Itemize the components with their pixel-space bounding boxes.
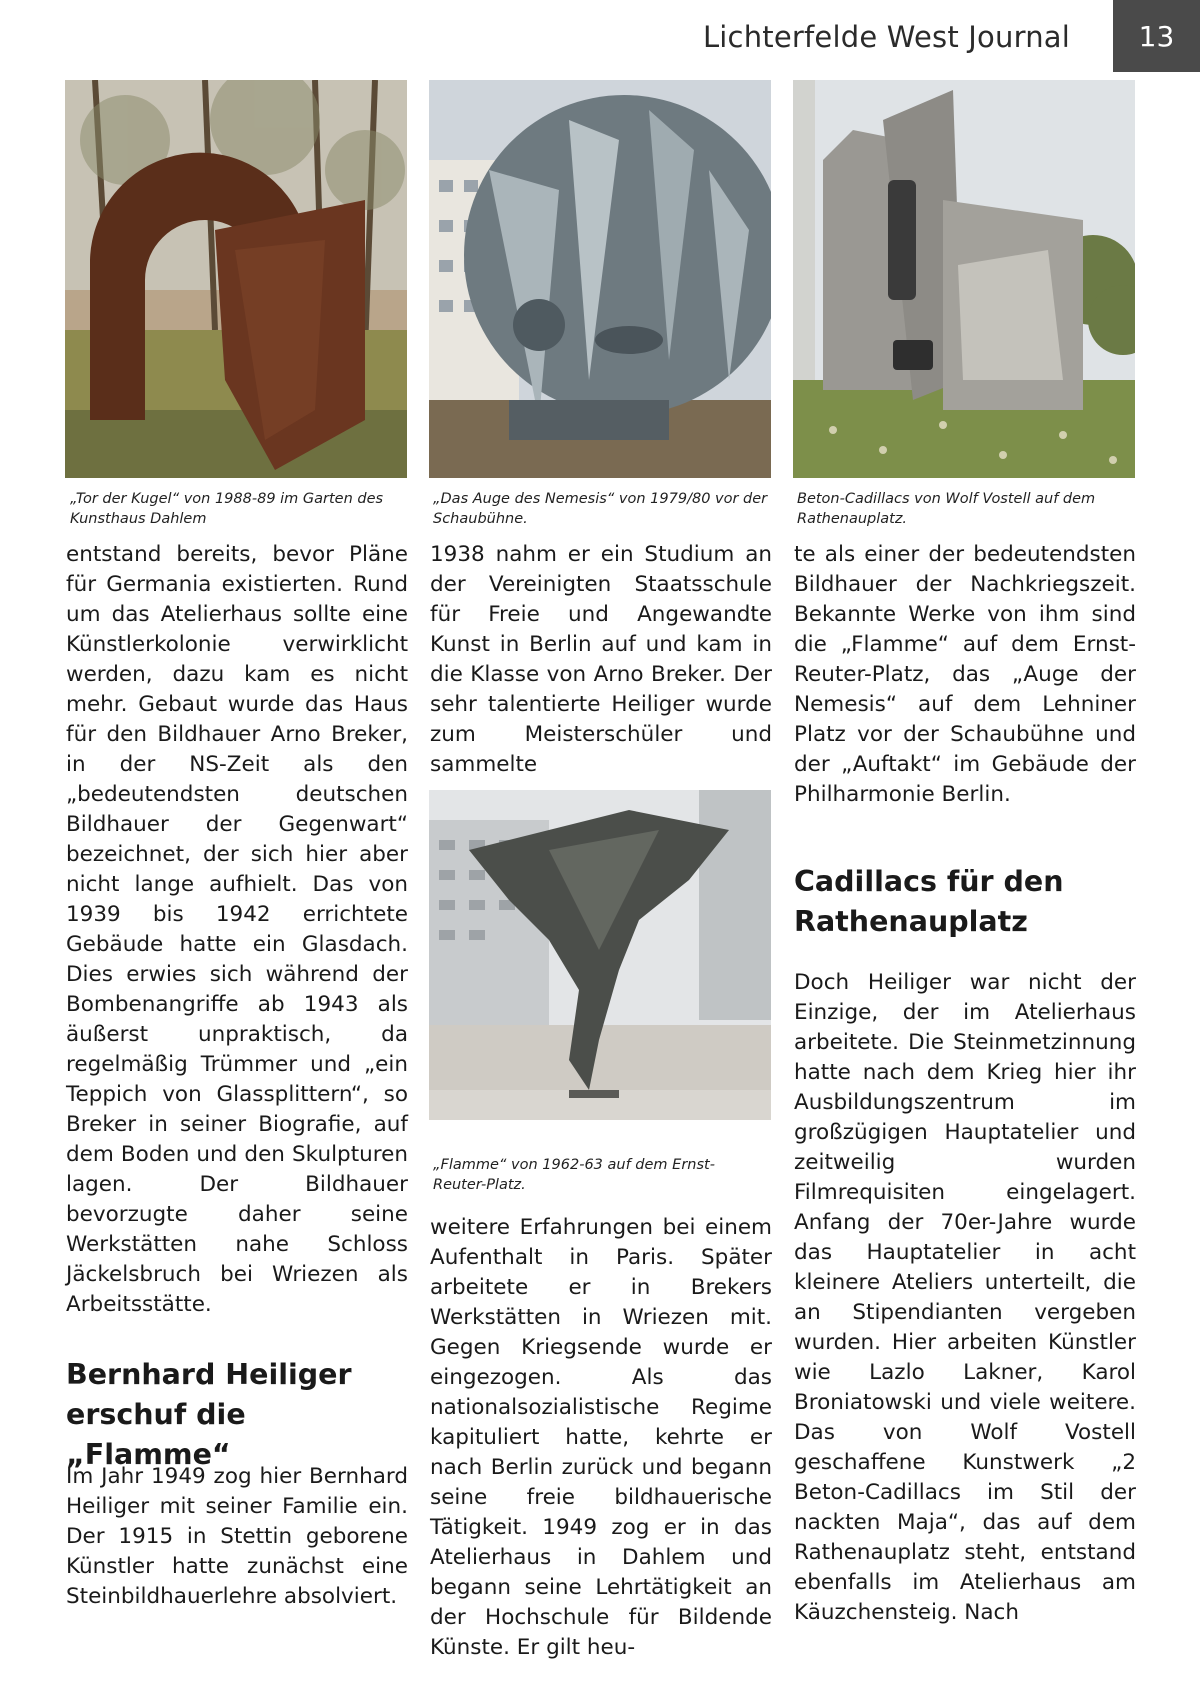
heading-line: Rathenauplatz <box>794 905 1028 938</box>
photo-flamme <box>429 790 771 1120</box>
paragraph: entstand bereits, bevor Pläne für Germania existierten. Rund um das Atelierhaus sollte eine Künstlerkolonie verwirklicht werden, dazu kam es nicht mehr. Gebaut wurde das Haus für den Bildhauer Arno Breker, in der NS-Zeit als den „bedeutendsten deutschen Bildhauer der Gegenwart“ bezeichnet, der sich hier aber nicht lange aufhielt. Das von 1939 bis 1942 errichtete Gebäude hatte ein Glasdach. Dies erwies sich während der Bombenangriffe ab 1943 als äußerst unpraktisch, da regelmäßig Trümmer und „ein Teppich von Glassplittern“, so Breker in seiner Biografie, auf dem Boden und den Skulpturen lagen. Der Bildhauer bevorzugte daher seine Werkstätten nahe Schloss Jäckelsbruch bei Wriezen als Arbeitsstätte. <box>66 542 408 1317</box>
heading-line: erschuf die „Flamme“ <box>66 1398 246 1471</box>
photo-auge-des-nemesis <box>429 80 771 478</box>
paragraph: Doch Heiliger war nicht der Einzige, der im Atelierhaus arbeitete. Die Steinmetzinnung hatte nach dem Krieg hier ihr Ausbildungszentrum im großzügigen Hauptatelier und zeitweilig wurden Filmrequisiten eingelagert. Anfang der 70er-Jahre wurde das Hauptatelier in acht kleinere Ateliers unterteilt, die an Stipendianten vergeben wurden. Hier arbeiten Künstler wie Lazlo Lakner, Karol Broniatowski und viele weitere. Das von Wolf Vostell geschaffene Kunstwerk „2 Beton-Cadillacs im Stil der nackten Maja“, das auf dem Rathenauplatz steht, entstand ebenfalls im Atelierhaus am Käuzchensteig. Nach <box>794 970 1136 1625</box>
paragraph: weitere Erfahrungen bei einem Aufenthalt in Paris. Später arbeitete er in Brekers Werkstätten in Wriezen mit. Gegen Kriegsende wurde er eingezogen. Als das nationalsozialistische Regime kapituliert hatte, kehrte er nach Berlin zurück und begann seine freie bildhauerische Tätigkeit. 1949 zog er in das Atelierhaus in Dahlem und begann seine Lehrtätigkeit an der Hochschule für Bildende Künste. Er gilt heu- <box>430 1215 772 1660</box>
page-number: 13 <box>1113 0 1200 72</box>
caption-flamme: „Flamme“ von 1962-63 auf dem Ernst-Reuter-Platz. <box>433 1157 715 1193</box>
column-3-text-bottom <box>794 968 1136 1628</box>
photo-beton-cadillacs <box>793 80 1135 478</box>
caption-beton-cadillacs: Beton-Cadillacs von Wolf Vostell auf dem Rathenauplatz. <box>797 491 1096 527</box>
journal-title: Lichterfelde West Journal <box>702 20 1070 54</box>
caption-auge-des-nemesis: „Das Auge des Nemesis“ von 1979/80 vor der Schaubühne. <box>433 491 768 527</box>
column-1-text <box>66 1462 408 1612</box>
column-2-text-top <box>430 540 772 780</box>
photo-tor-der-kugel <box>65 80 407 478</box>
column-3-text-top <box>794 540 1136 810</box>
heading-line: Bernhard Heiliger <box>66 1358 352 1391</box>
heading-line: Cadillacs für den <box>794 865 1064 898</box>
column-1-intro <box>66 540 408 1320</box>
caption-tor-der-kugel: „Tor der Kugel“ von 1988-89 im Garten des Kunsthaus Dahlem <box>70 491 384 527</box>
heading-bernhard-heiliger <box>66 1355 408 1475</box>
paragraph: te als einer der bedeutendsten Bildhauer der Nachkriegszeit. Bekannte Werke von ihm sind die „Flamme“ auf dem Ernst-Reuter-Platz, das „Auge der Nemesis“ auf dem Lehniner Platz vor der Schaubühne und der „Auftakt“ im Gebäude der Philharmonie Berlin. <box>794 542 1136 807</box>
column-2-text-bottom <box>430 1213 772 1663</box>
heading-cadillacs <box>794 862 1136 942</box>
paragraph: Im Jahr 1949 zog hier Bernhard Heiliger mit seiner Familie ein. Der 1915 in Stettin geborene Künstler hatte zunächst eine Steinbildhauerlehre absolviert. <box>66 1464 408 1609</box>
paragraph: 1938 nahm er ein Studium an der Vereinigten Staatsschule für Freie und Angewandte Kunst in Berlin auf und kam in die Klasse von Arno Breker. Der sehr talentierte Heiliger wurde zum Meisterschüler und sammelte <box>430 542 772 777</box>
